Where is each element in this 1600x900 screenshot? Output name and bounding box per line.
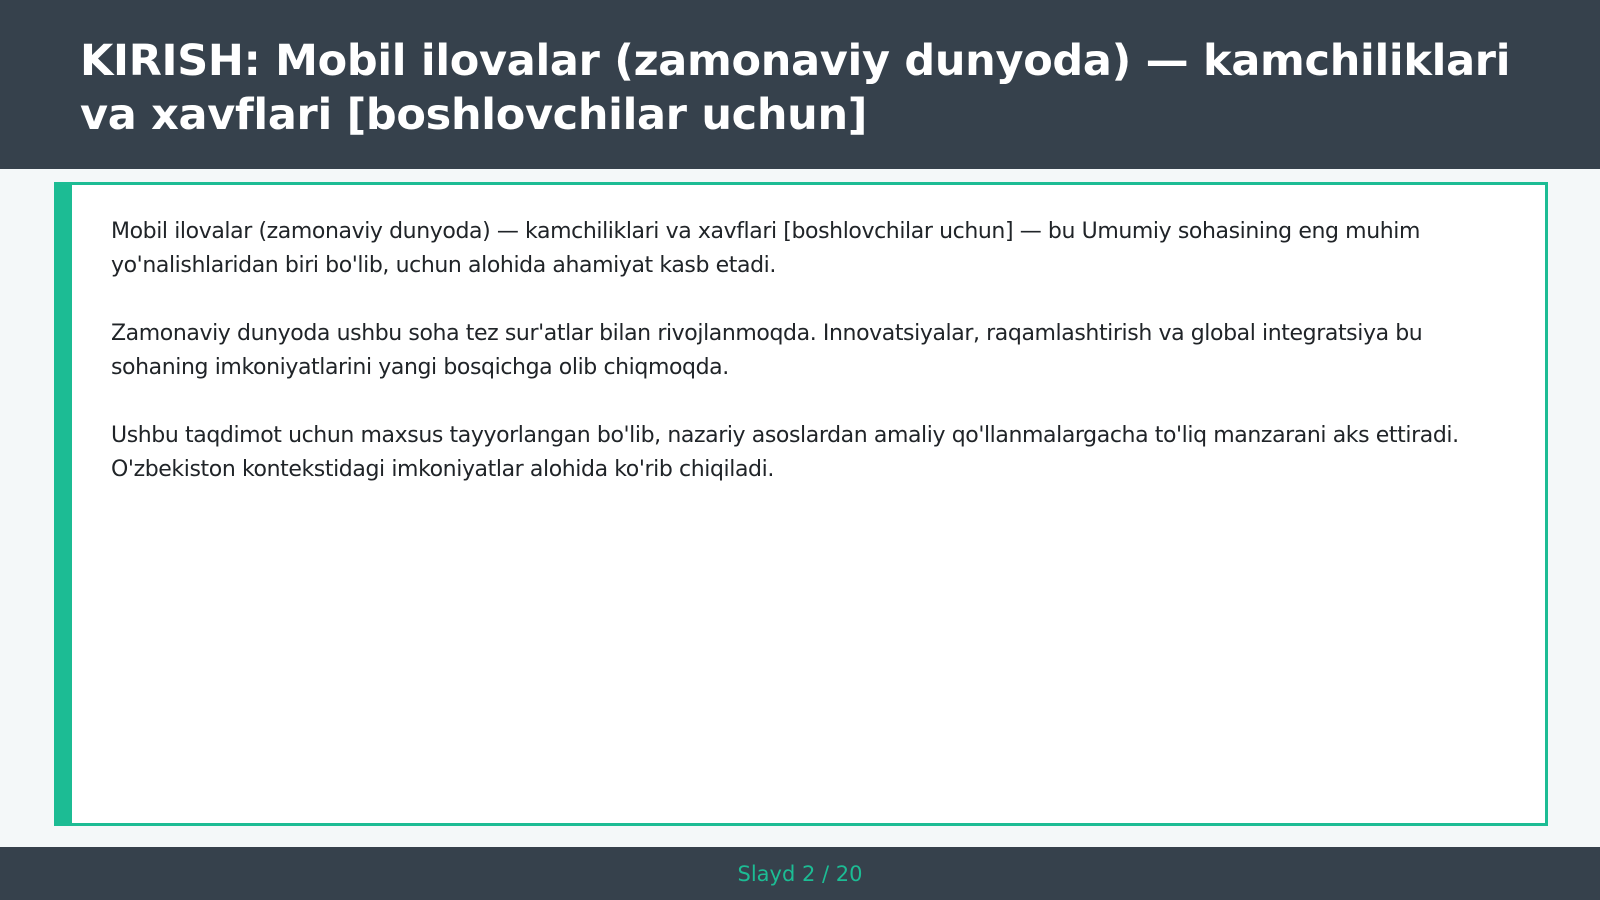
paragraph-presentation: Ushbu taqdimot uchun maxsus tayyorlangan bo'lib, nazariy asoslardan amaliy qo'llanmalargacha to'liq manzarani aks ettiradi. O'zbekiston kontekstidagi imkoniyatlar alohida ko'rib chiqiladi. <box>111 423 1459 482</box>
slide-title: KIRISH: Mobil ilovalar (zamonaviy dunyoda) — kamchiliklari va xavflari [boshlovchilar uchun] <box>80 36 1511 140</box>
paragraph-modern-world: Zamonaviy dunyoda ushbu soha tez sur'atlar bilan rivojlanmoqda. Innovatsiyalar, raqamlashtirish va global integratsiya bu sohaning imkoniyatlarini yangi bosqichga olib chiqmoqda. <box>111 321 1423 380</box>
slide-header <box>0 0 1600 169</box>
slide-counter: Slayd 2 / 20 <box>737 862 863 886</box>
slide-footer <box>0 847 1600 900</box>
content-card <box>54 182 1548 826</box>
paragraph-intro: Mobil ilovalar (zamonaviy dunyoda) — kamchiliklari va xavflari [boshlovchilar uchun] — bu Umumiy sohasining eng muhim yo'nalishlaridan biri bo'lib, uchun alohida ahamiyat kasb etadi. <box>111 219 1421 278</box>
